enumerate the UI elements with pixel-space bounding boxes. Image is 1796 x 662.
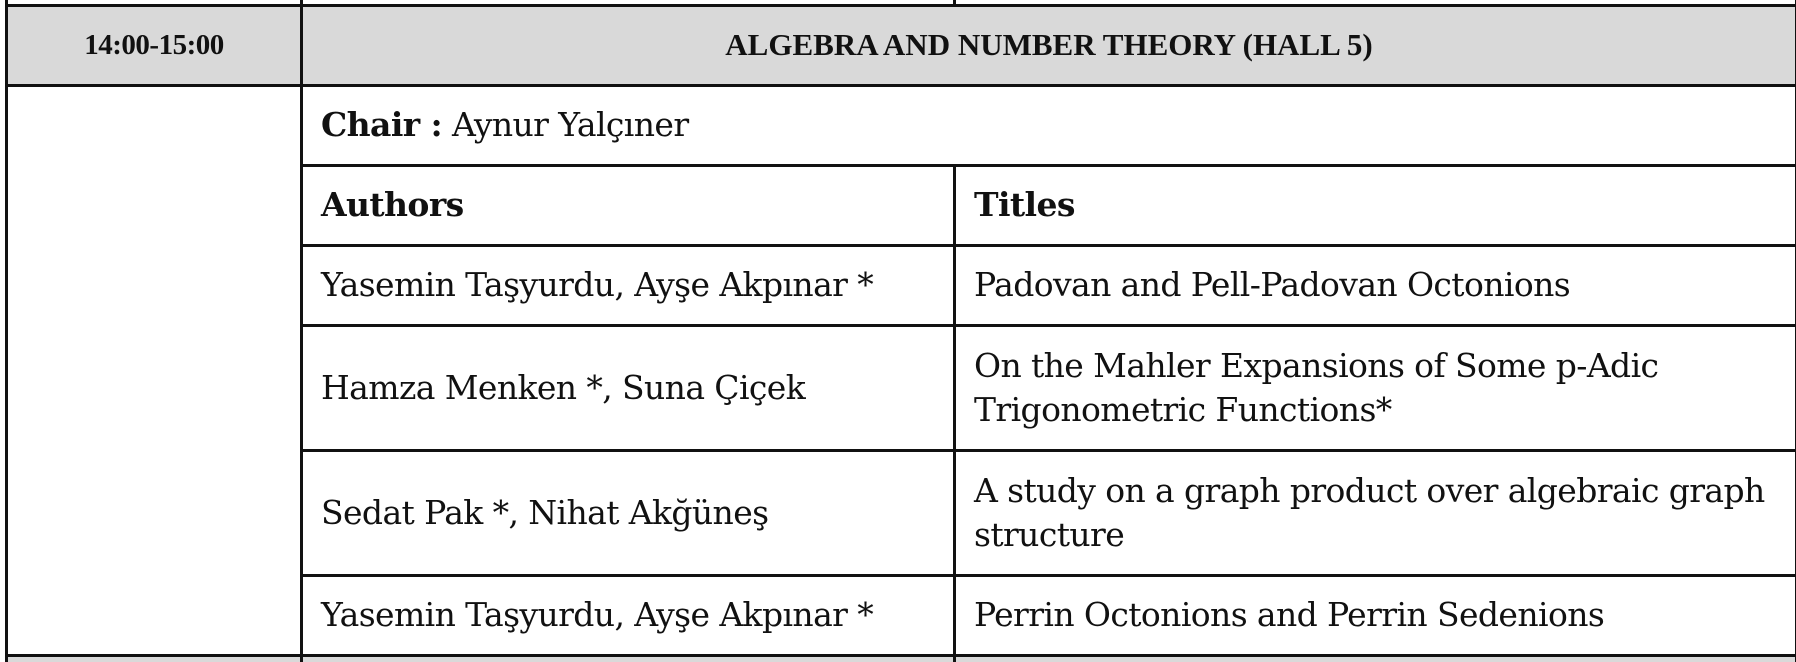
paper-authors: Sedat Pak *, Nihat Akğüneş xyxy=(302,450,955,575)
paper-title: Perrin Octonions and Perrin Sedenions xyxy=(955,575,1796,655)
session-table xyxy=(5,0,1796,662)
authors-header: Authors xyxy=(302,165,955,245)
chair-name: Aynur Yalçıner xyxy=(451,105,689,144)
paper-title: A study on a graph product over algebraic graph structure xyxy=(955,450,1796,575)
next-row-stub xyxy=(7,655,1796,662)
paper-title: Padovan and Pell-Padovan Octonions xyxy=(955,245,1796,325)
session-header-row xyxy=(7,5,1796,85)
paper-authors: Yasemin Taşyurdu, Ayşe Akpınar * xyxy=(302,575,955,655)
titles-header: Titles xyxy=(955,165,1796,245)
chair-row xyxy=(7,85,1796,165)
paper-authors: Yasemin Taşyurdu, Ayşe Akpınar * xyxy=(302,245,955,325)
chair-cell xyxy=(302,85,1796,165)
paper-authors: Hamza Menken *, Suna Çiçek xyxy=(302,325,955,450)
paper-title: On the Mahler Expansions of Some p-Adic Trigonometric Functions* xyxy=(955,325,1796,450)
session-time: 14:00-15:00 xyxy=(7,5,302,85)
session-title: ALGEBRA AND NUMBER THEORY (HALL 5) xyxy=(302,5,1796,85)
time-column-spacer xyxy=(7,85,302,655)
chair-label: Chair : xyxy=(321,105,443,144)
